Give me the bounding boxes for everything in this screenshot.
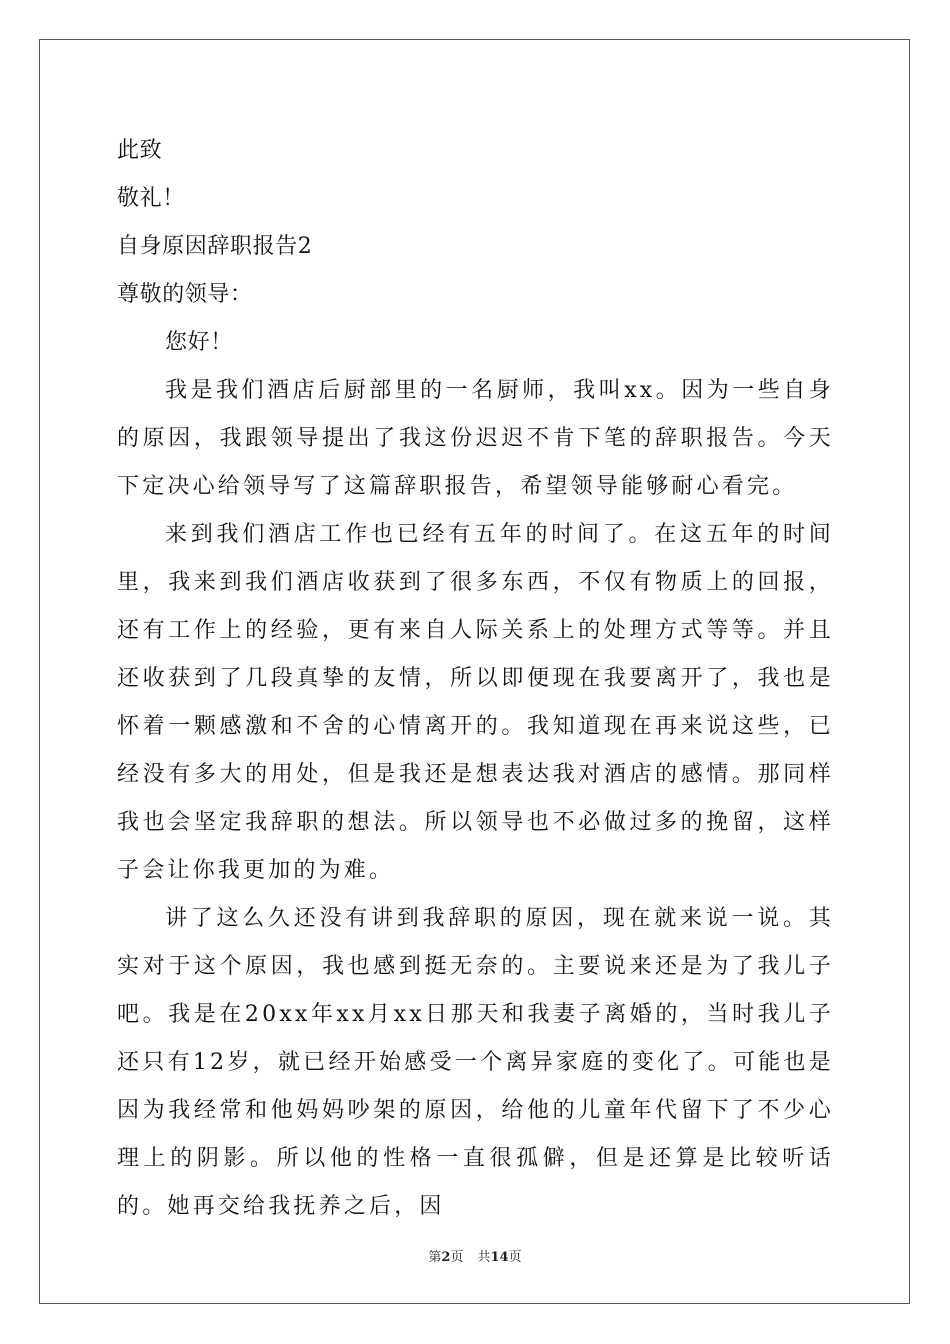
paragraph-1: 我是我们酒店后厨部里的一名厨师，我叫xx。因为一些自身的原因，我跟领导提出了我这份迟迟不肯下笔的辞职报告。今天下定决心给领导写了这篇辞职报告，希望领导能够耐心看完。: [117, 378, 834, 499]
page-suffix: 页: [450, 1250, 464, 1265]
section-title: 自身原因辞职报告2: [117, 234, 313, 259]
paragraph-3: 讲了这么久还没有讲到我辞职的原因，现在就来说一说。其实对于这个原因，我也感到挺无奈的。主要说来还是为了我儿子吧。我是在20xx年xx月xx日那天和我妻子离婚的，当时我儿子还只有12岁，就已经开始感受一个离异家庭的变化了。可能也是因为我经常和他妈妈吵架的原因，给他的儿童年代留下了不少心理上的阴影。所以他的性格一直很孤僻，但是还算是比较听话的。她再交给我抚养之后，因: [117, 906, 834, 1219]
total-suffix: 页: [508, 1250, 522, 1265]
salutation: 尊敬的领导：: [117, 282, 253, 307]
greeting: 您好！: [165, 330, 233, 355]
page-footer: [0, 1248, 950, 1268]
document-body: [117, 127, 834, 1231]
closing-line-2: 敬礼！: [117, 186, 185, 211]
closing-line-1: 此致: [117, 138, 163, 163]
total-prefix: 共: [477, 1250, 491, 1265]
page-total: 14: [490, 1250, 509, 1265]
paragraph-2: 来到我们酒店工作也已经有五年的时间了。在这五年的时间里，我来到我们酒店收获到了很多东西，不仅有物质上的回报，还有工作上的经验，更有来自人际关系上的处理方式等等。并且还收获到了几段真挚的友情，所以即便现在我要离开了，我也是怀着一颗感激和不舍的心情离开的。我知道现在再来说这些，已经没有多大的用处，但是我还是想表达我对酒店的感情。那同样我也会坚定我辞职的想法。所以领导也不必做过多的挽留，这样子会让你我更加的为难。: [117, 522, 834, 883]
page-number: 2: [441, 1250, 451, 1265]
page-prefix: 第: [428, 1250, 442, 1265]
